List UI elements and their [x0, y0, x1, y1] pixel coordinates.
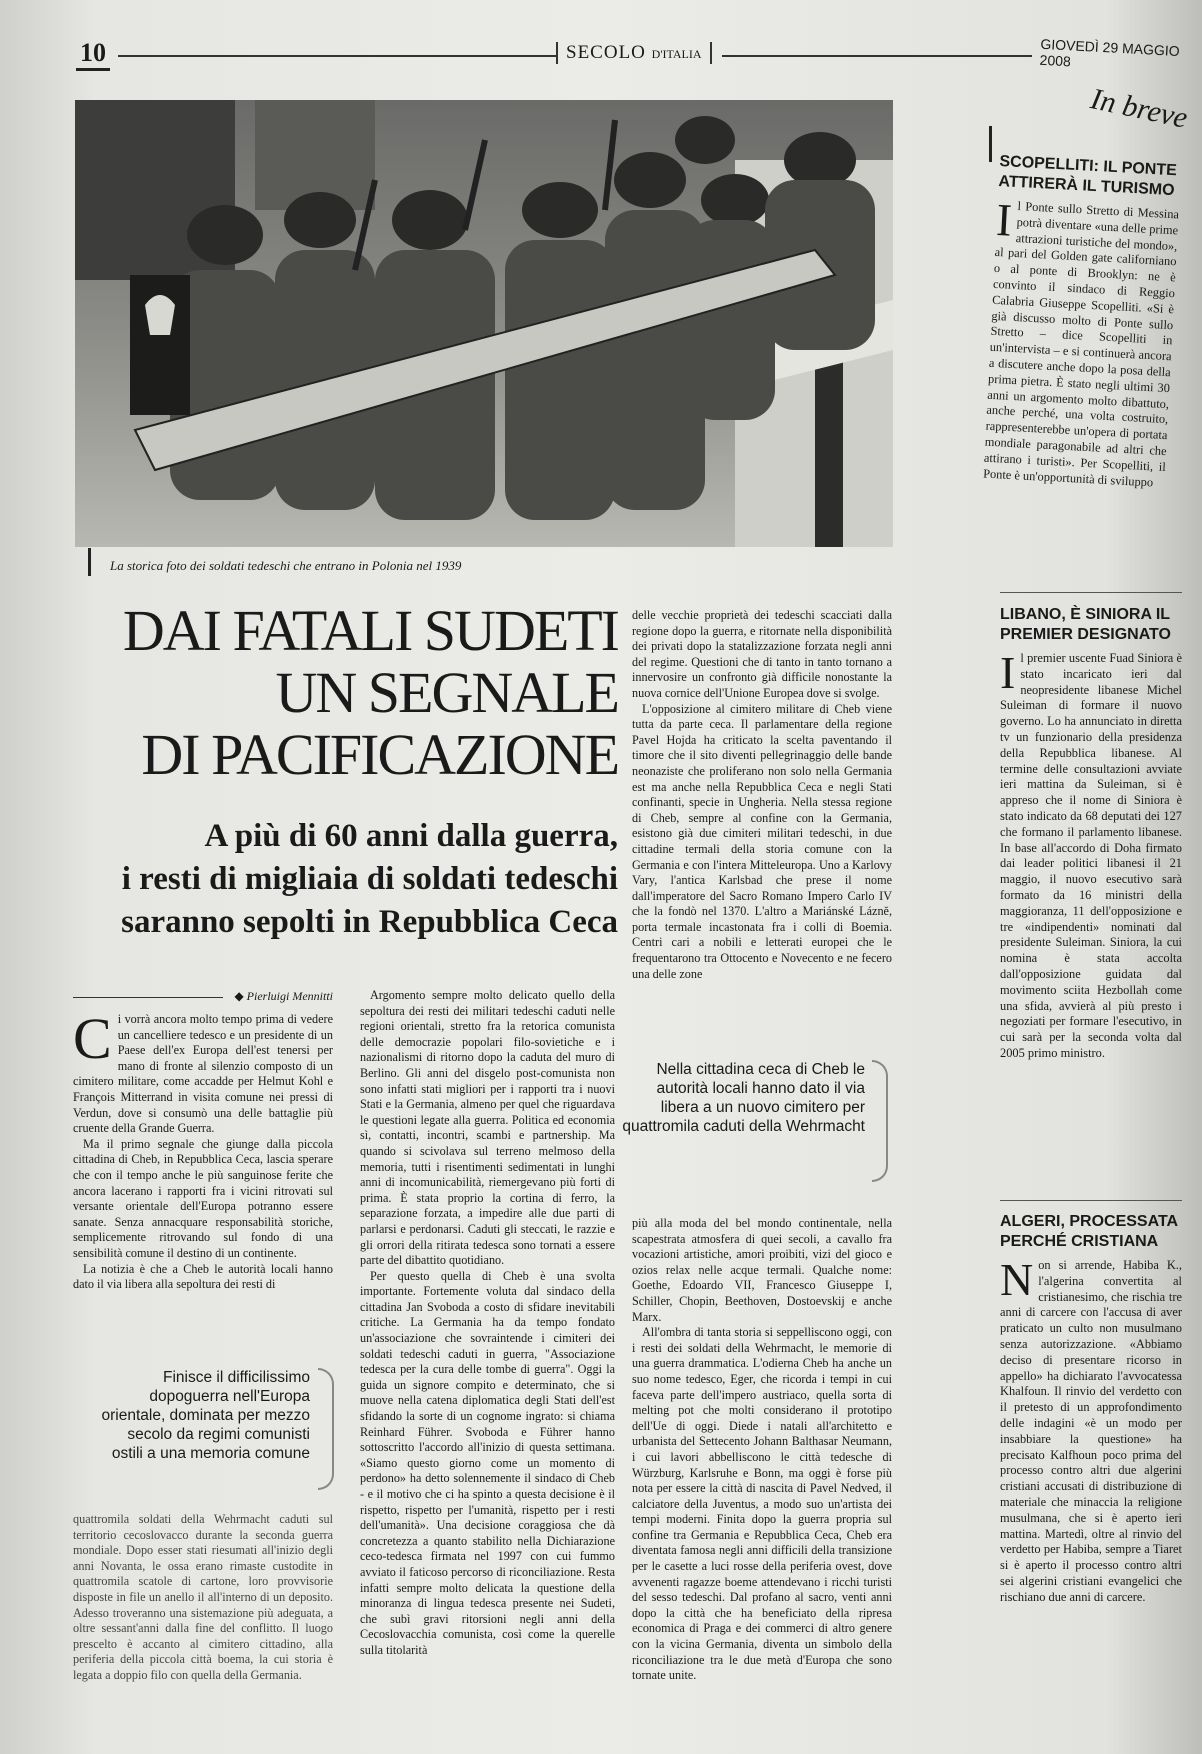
brief-body: Il premier uscente Fuad Siniora è stato incaricato ieri dal neopresidente libanese Michel Suleiman di formare il nuovo governo. Lo ha annunciato in diretta tv un funzionario della presidenza della Repubblica libanese. Al termine delle consultazioni avviate ieri mattina da Suleiman, si è appreso che il nome di Siniora è stato indicato da 68 deputati dei 127 che formano il parlamento libanese. In base all'accordo di Doha firmato dai leader politici libanesi il 21 maggio, il nuovo esecutivo sarà formato da 16 ministri della maggioranza, 11 dell'opposizione e tre «indipendenti» nominati dal presidente Suleiman. Siniora, la cui nomina è stata accolta dall'opposizione guidata dal movimento sciita Hezbollah come una sfida, avvierà al più presto i negoziati per formare l'esecutivo, in cui sarà per la seconda volta dal 2005 primo ministro.	[1000, 647, 1182, 1060]
subhead-line: saranno sepolti in Repubblica Ceca	[121, 904, 618, 940]
brief-divider	[1000, 592, 1182, 593]
article-paragraph: Argomento sempre molto delicato quello della sepoltura dei resti dei militari tedeschi caduti nelle regioni orientali, stretto fra la retorica comunista delle democrazie popolari filo-sovietiche e i nazionalismi di ritorno dopo la caduta del muro di Berlino. Gli anni del disgelo post-comunista non sono infatti stati migliori per i rapporti tra i nuovi Stati e la Germania, almeno per quel che riguardava le questioni legate alla guerra. Politica ed economia sì, contatti, incontri, scambi e partnership. Ma quando si scivolava sul terreno melmoso della memoria, tutti i risentimenti sedimentati in lunghi anni di incomunicabilità, riemergevano più forti di prima. È stata proprio la cortina di ferro, la separazione forzata, a impedire alle due parti di parlarsi e perdonarsi. Caduti gli steccati, le razzie e gli orrori della ritirata tedesca sono tornati a essere parte del dibattito quotidiano.	[360, 988, 615, 1268]
headline-line: DAI FATALI SUDETI	[122, 598, 618, 663]
article-headline	[70, 600, 618, 786]
author-name: Pierluigi Mennitti	[246, 989, 333, 1003]
brief-scopelliti	[983, 152, 1182, 491]
drop-cap: I	[1000, 647, 1016, 698]
article-paragraph: Ci vorrà ancora molto tempo prima di vedere un cancelliere tedesco e un presidente di un Paese dell'ex Europa dell'est tenersi per mano di fronte al silenzio composto di un cimitero militare, come accadde per Helmut Kohl e François Mitterrand in visita comune nei pressi di Verdun, dove si consumò una delle battaglie più cruente della Grande Guerra.	[73, 1006, 333, 1136]
historic-photo	[75, 100, 893, 547]
article-paragraph: Per questo quella di Cheb è una svolta importante. Fortemente voluta dal sindaco della cittadina Jan Svoboda a costo di sfidare inevitabili critiche. La Germania ha da tempo fondato un'associazione che sovraintende i cimiteri dei soldati tedeschi caduti in guerra, "Associazione tedesca per la cura delle tombe di guerra". Oggi la guida un signore compito e determinato, che si muove nella catena diplomatica degli Stati dell'est sfidando la sorte di un cognome ingrato: si chiama Reinhard Führer. Svoboda e Führer hanno sottoscritto l'accordo all'inizio di questa settimana. «Siamo questo giorno come un momento di perdono» ha detto solennemente il sindaco di Cheb - e il motivo che ci ha spinto a questa decisione è il rispetto, rispetto per l'umanità, rispetto per i resti dell'umanità». Una decisione coraggiosa che dà concretezza a quanto stabilito nella Dichiarazione ceco-tedesca firmata nel 1997 con cui fummo avviato il faticoso percorso di riconciliazione. Resta infatti sempre molto delicata la questione della minoranza di lingua tedesca presente nei Sudeti, che subì gravi ritorsioni negli anni della Cecoslovacchia comunista, così come la querelle sulla titolarità	[360, 1268, 615, 1657]
brief-body: Il Ponte sullo Stretto di Messina potrà diventare «una delle prime attrazioni turistiche del mondo», al pari del Golden gate californiano o al ponte di Brooklyn: ne è convinto il sindaco di Reggio Calabria Giuseppe Scopelliti. «Si è già discusso molto di Ponte sullo Stretto – dice Scopelliti in un'intervista – e si continuerà ancora a discutere anche dopo la posa della prima pietra. È stato negli ultimi 30 anni un argomento molto dibattuto, anche perché, una volta costruito, rappresenterebbe un'opera di portata mondiale paragonabile ad altri che attirano i turisti». Per Scopelliti, il Ponte è un'opportunità di sviluppo	[982, 193, 1180, 490]
masthead-subtitle: D'ITALIA	[651, 47, 702, 61]
drop-cap: N	[1000, 1254, 1034, 1305]
drop-cap: C	[73, 1006, 112, 1071]
pull-quote-bracket	[318, 1368, 334, 1490]
masthead	[556, 42, 712, 64]
article-column-3-continued	[632, 1216, 892, 1684]
article-paragraph: Ma il primo segnale che giunge dalla piccola cittadina di Cheb, in Repubblica Ceca, lascia sperare che con il tempo anche le più sanguinose ferite che ancora lacerano i rapporti fra i vicini ritrovati sul versante orientale dell'Europa potranno essere sanate. Senza annacquare responsabilità storiche, semplicemente ritrovando sul fondo di una sensibilità comune il destino di un continente.	[73, 1136, 333, 1260]
header-rule-left	[118, 55, 556, 57]
brief-title: LIBANO, È SINIORA IL PREMIER DESIGNATO	[1000, 606, 1171, 643]
brief-body: Non si arrende, Habiba K., l'algerina convertita al cristianesimo, che rischia tre anni di carcere con l'accusa di aver praticato un culto non musulmano senza autorizzazione. «Abbiamo deciso di presentare ricorso in appello» ha dichiarato l'avvocatessa Khalfoun. Il rinvio del verdetto con il pretesto di un approfondimento delle indagini «è un modo per insabbiare la questione» ha precisato Kalfhoun poco prima del processo contro altri due algerini cristiani accusati di distribuzione di materiale che minaccia la religione musulmana, che si è aperto ieri mattina. Martedì, oltre al rinvio del verdetto per Habiba, sempre a Tiaret si è aperto il processo contro altri sei algerini cristiani evangelici che rischiano due anni di carcere.	[1000, 1254, 1182, 1604]
headline-line: DI PACIFICAZIONE	[141, 722, 618, 787]
page-number: 10	[76, 38, 110, 71]
article-paragraph: quattromila soldati della Wehrmacht caduti sul territorio cecoslovacco durante la seconda guerra mondiale. Dopo esser stati riesumati all'inizio degli anni Novanta, le ossa erano rimaste custodite in quattromila scatole di cartone, loro provvisorie disposte in file un anello il all'interno di un deposito. Adesso troveranno una sistemazione più adeguata, a oltre sessant'anni dalla fine del conflitto. Il luogo prescelto è accanto al cimitero cittadino, alla periferia della piccola città boema, la cui storia è legata a doppio filo con quella della Germania.	[73, 1512, 333, 1682]
brief-title: SCOPELLITI: IL PONTE ATTIRERÀ IL TURISMO	[998, 152, 1178, 200]
brief-libano	[1000, 605, 1182, 1062]
pull-quote-bracket	[872, 1060, 888, 1182]
brief-algeri	[1000, 1212, 1182, 1606]
article-paragraph: All'ombra di tanta storia si seppelliscono oggi, con i resti dei soldati della Wehrmacht, le memorie di una guerra drammatica. L'odierna Cheb ha anche un suo nome tedesco, Eger, che ricorda i tempi in cui faceva parte dell'impero austriaco, quella sorta di melting pot che molti considerano il prototipo dell'Ue di oggi. Diede i natali all'architetto e urbanista del Settecento Johann Balthasar Neumann, i cui lavori abbelliscono le città tedesche di Würzburg, Karlsruhe e Bonn, ma oggi è forse più nota per essere la città di nascita di Pavel Nedved, il calciatore della Juventus, a modo suo un'artista dei tempi moderni. Finita dopo la guerra propria sul confine tra Germania e Repubblica Ceca, Cheb era diventata famosa negli anni difficili della transizione per le casette a luci rosse della periferia ovest, dove avvenenti ragazze boeme attendevano i ricchi turisti del sesso tedeschi. Dal profano al sacro, venti anni dopo la città che ha beneficiato della ripresa economica di Praga e dei commerci di altro genere con la vicina Germania, diventa un simbolo della riconciliazione tra le due metà d'Europa che sono tornate unite.	[632, 1325, 892, 1683]
subhead-line: A più di 60 anni dalla guerra,	[204, 818, 618, 854]
pull-quote: Finisce il difficilissimo dopoguerra nell'Europa orientale, dominata per mezzo secolo da regimi comunisti ostili a una memoria comune	[101, 1369, 310, 1462]
article-paragraph: La notizia è che a Cheb le autorità locali hanno dato il via libera alla sepoltura dei resti di	[73, 1261, 333, 1292]
header-rule-right	[722, 55, 1032, 57]
masthead-title: SECOLO	[566, 42, 646, 63]
article-subheadline	[70, 815, 618, 944]
sidebar-marker	[989, 126, 992, 162]
issue-date: GIOVEDÌ 29 MAGGIO 2008	[1039, 35, 1181, 70]
article-column-1-continued	[73, 1512, 333, 1684]
soldiers-photo-illustration	[75, 100, 893, 547]
pull-quote: Nella cittadina ceca di Cheb le autorità locali hanno dato il via libera a un nuovo cimitero per quattromila caduti della Wehrmacht	[622, 1061, 865, 1135]
article-paragraph: delle vecchie proprietà dei tedeschi scacciati dalla regione dopo la guerra, e ritornate nella disponibilità dei privati dopo la statalizzazione forzata negli anni del regime. Questioni che di tanto in tanto tornano a innervosire un confronto già difficile nonostante la nuova cornice dell'Unione Europea dove si svolge.	[632, 608, 892, 700]
article-paragraph: più alla moda del bel mondo continentale, nella scapestrata atmosfera di quei secoli, a cavallo fra vocazioni artistiche, amori proibiti, vizi del gioco e ozios relax nelle acque termali. Qualche nome: Goethe, Edoardo VII, Francesco Giuseppe I, Schiller, Chopin, Beethoven, Dostoevskij e anche Marx.	[632, 1216, 892, 1324]
subhead-line: i resti di migliaia di soldati tedeschi	[121, 861, 618, 897]
brief-divider	[1000, 1200, 1182, 1201]
byline-rule	[73, 997, 223, 998]
photo-caption: La storica foto dei soldati tedeschi che entrano in Polonia nel 1939	[110, 558, 462, 573]
article-paragraph: L'opposizione al cimitero militare di Cheb viene tutta da parte ceca. Il parlamentare della regione Pavel Hojda ha criticato la scelta paventando il timore che il sito diventi pellegrinaggio delle bande neonaziste che proliferano non solo nella Germania est ma anche nella Repubblica Ceca e negli Stati confinanti, specie in Ungheria. Nella stessa regione di Cheb, sempre al confine con la Germania, esistono già due cimiteri militari tedeschi, in due cittadine termali della storia comune con la Germania e con l'intera Mitteleuropa. Uno a Karlovy Vary, l'antica Karlsbad che prese il nome dall'imperatore del Sacro Romano Impero Carlo IV che la fondò nel 1370. L'altro a Mariánské Lázně, porta termale incastonata fra i colli di Boemia. Centri cari a nobili e letterati europei che le frequentarono tra Ottocento e Novecento e ne fecero una delle zone	[632, 701, 892, 981]
drop-cap: I	[995, 193, 1014, 246]
article-column-2	[360, 988, 615, 1659]
byline: ◆ Pierluigi Mennitti	[234, 989, 333, 1003]
in-breve-label: In breve	[1087, 82, 1191, 135]
article-column-1	[73, 1006, 333, 1293]
headline-line: UN SEGNALE	[275, 660, 618, 725]
article-column-3	[632, 608, 892, 982]
caption-marker	[88, 548, 91, 576]
brief-title: ALGERI, PROCESSATA PERCHÉ CRISTIANA	[1000, 1213, 1178, 1250]
